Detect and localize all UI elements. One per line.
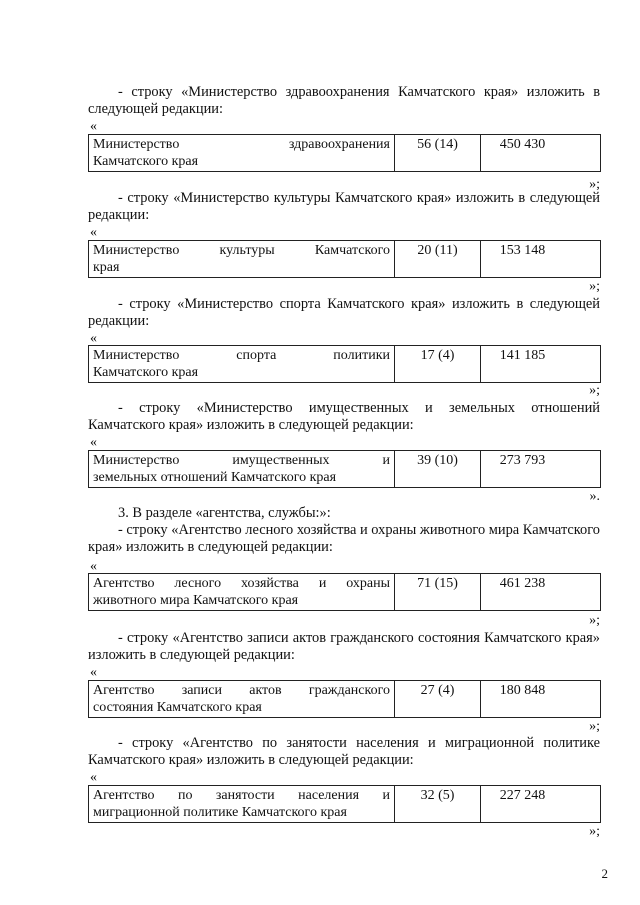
quote-open: «	[90, 435, 97, 450]
table-row-employment	[88, 785, 601, 823]
paragraph-property-intro	[88, 400, 600, 434]
amount-cell: 273 793	[481, 451, 601, 488]
intro-text: - строку «Министерство культуры Камчатского края» изложить в следующей редакции:	[88, 190, 600, 223]
amount-cell: 153 148	[481, 241, 601, 278]
ministry-name-cell	[89, 241, 395, 278]
quote-close: »;	[589, 279, 600, 294]
paragraph-forestry-intro	[88, 522, 600, 556]
table-row-culture	[88, 240, 601, 278]
quote-close: »;	[589, 383, 600, 398]
intro-text: - строку «Агентство по занятости населения и миграционной политике Камчатского края» изложить в следующей редакции:	[88, 735, 600, 768]
name-line-1: Министерство культуры Камчатского	[93, 243, 390, 258]
table-row-forestry	[88, 573, 601, 611]
count-cell: 17 (4)	[395, 346, 481, 383]
quote-open: «	[90, 770, 97, 785]
ministry-name-cell	[89, 346, 395, 383]
name-line-2: состояния Камчатского края	[93, 700, 262, 715]
amount-cell: 450 430	[481, 135, 601, 172]
intro-text: - строку «Министерство здравоохранения Камчатского края» изложить в следующей редакции:	[88, 84, 600, 117]
intro-text: - строку «Агентство лесного хозяйства и охраны животного мира Камчатского края» изложить в следующей редакции:	[88, 522, 600, 555]
paragraph-employment-intro	[88, 735, 600, 769]
quote-close: ».	[589, 489, 600, 504]
quote-close: »;	[589, 824, 600, 839]
paragraph-registry-intro	[88, 630, 600, 664]
quote-open: «	[90, 665, 97, 680]
table-row-registry	[88, 680, 601, 718]
name-line-1: Министерство спорта политики	[93, 348, 390, 363]
name-line-1: Министерство здравоохранения	[93, 137, 390, 152]
paragraph-health-intro	[88, 84, 600, 118]
table-row-health	[88, 134, 601, 172]
name-line-2: края	[93, 260, 120, 275]
agency-name-cell	[89, 681, 395, 718]
name-line-2: земельных отношений Камчатского края	[93, 470, 337, 485]
quote-open: «	[90, 119, 97, 134]
count-cell: 20 (11)	[395, 241, 481, 278]
agency-name-cell	[89, 786, 395, 823]
name-line-1: Агентство по занятости населения и	[93, 788, 390, 803]
amount-cell: 227 248	[481, 786, 601, 823]
name-line-1: Агентство записи актов гражданского	[93, 683, 390, 698]
intro-text: - строку «Министерство спорта Камчатского края» изложить в следующей редакции:	[88, 296, 600, 329]
paragraph-culture-intro	[88, 190, 600, 224]
name-line-2: миграционной политике Камчатского края	[93, 805, 347, 820]
ministry-name-cell	[89, 451, 395, 488]
quote-close: »;	[589, 719, 600, 734]
table-row-sport	[88, 345, 601, 383]
name-line-2: Камчатского края	[93, 154, 199, 169]
intro-text: - строку «Агентство записи актов гражданского состояния Камчатского края» изложить в следующей редакции:	[88, 630, 600, 663]
amount-cell: 180 848	[481, 681, 601, 718]
count-cell: 27 (4)	[395, 681, 481, 718]
quote-open: «	[90, 331, 97, 346]
quote-open: «	[90, 225, 97, 240]
amount-cell: 141 185	[481, 346, 601, 383]
count-cell: 32 (5)	[395, 786, 481, 823]
name-line-1: Агентство лесного хозяйства и охраны	[93, 576, 390, 591]
quote-close: »;	[589, 177, 600, 192]
paragraph-sport-intro	[88, 296, 600, 330]
name-line-2: Камчатского края	[93, 365, 199, 380]
quote-close: »;	[589, 613, 600, 628]
count-cell: 39 (10)	[395, 451, 481, 488]
ministry-name-cell	[89, 135, 395, 172]
quote-open: «	[90, 559, 97, 574]
count-cell: 56 (14)	[395, 135, 481, 172]
amount-cell: 461 238	[481, 574, 601, 611]
agency-name-cell	[89, 574, 395, 611]
count-cell: 71 (15)	[395, 574, 481, 611]
intro-text: - строку «Министерство имущественных и земельных отношений Камчатского края» изложить в следующей редакции:	[88, 400, 600, 433]
table-row-property	[88, 450, 601, 488]
page-number: 2	[601, 866, 608, 881]
name-line-2: животного мира Камчатского края	[93, 593, 299, 608]
name-line-1: Министерство имущественных и	[93, 453, 390, 468]
section-heading: 3. В разделе «агентства, службы:»:	[118, 505, 331, 521]
